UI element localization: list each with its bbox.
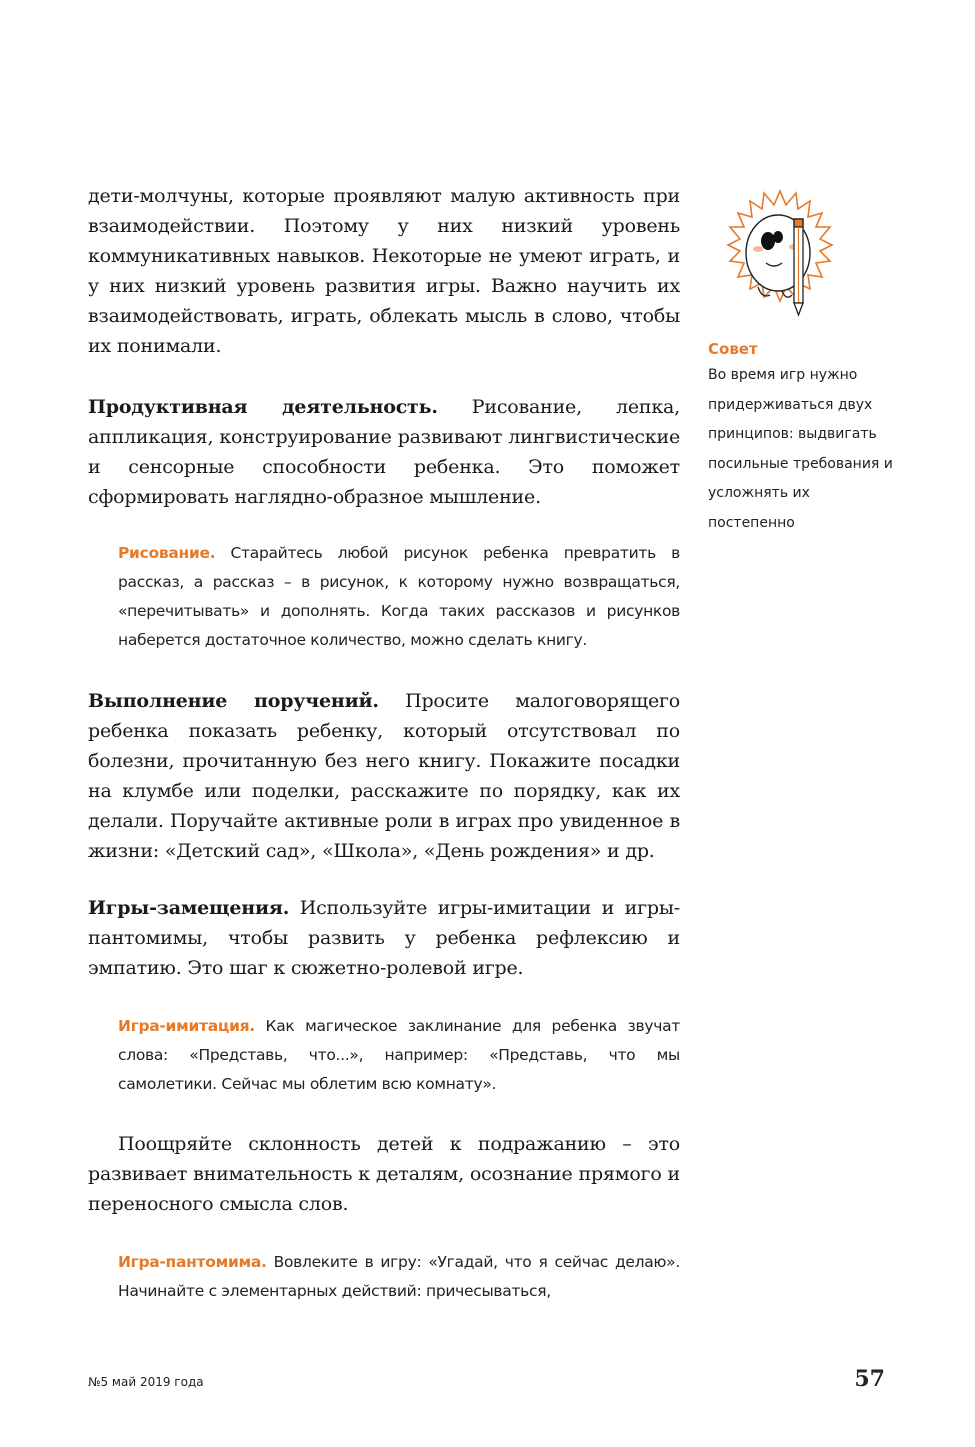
inset-title: Игра-пантомима.	[118, 1253, 267, 1271]
section-text: Рисование, лепка, аппликация, конструирование развивают лингвистические и сенсорные способности ребенка. Это поможет сформировать наглядно-образное мышление.	[88, 396, 680, 508]
inset-text: Вовлеките в игру: «Угадай, что я сейчас делаю». Начинайте с элементарных действий: причесываться,	[118, 1253, 680, 1300]
section-tasks	[88, 686, 680, 866]
issue-info: №5 май 2019 года	[88, 1375, 204, 1389]
page-number: 57	[854, 1366, 885, 1392]
paragraph: Поощряйте склонность детей к подражанию – это развивает внимательность к деталям, осознание прямого и переносного смысла слов.	[88, 1133, 680, 1215]
tip-text: Во время игр нужно придерживаться двух принципов: выдвигать посильные требования и усложнять их постепенно	[708, 367, 893, 531]
tip-sidebar	[708, 337, 898, 538]
tip-title: Совет	[708, 340, 758, 358]
inset-pantomime	[118, 1248, 680, 1306]
section-substitution	[88, 893, 680, 983]
section-title: Продуктивная деятельность.	[88, 396, 438, 418]
inset-drawing	[118, 539, 680, 655]
inset-text: Как магическое заклинание для ребенка звучат слова: «Представь, что...», например: «Представь, что мы самолетики. Сейчас мы облетим всю комнату».	[118, 1017, 680, 1093]
section-text: Просите малоговорящего ребенка показать ребенку, который отсутствовал по болезни, прочитанную без него книгу. Покажите посадки на клумбе или поделки, расскажите по порядку, как их делали. Поручайте активные роли в играх про увиденное в жизни: «Детский сад», «Школа», «День рождения» и др.	[88, 690, 681, 862]
inset-title: Игра-имитация.	[118, 1017, 255, 1035]
inset-imitation	[118, 1012, 680, 1099]
paragraph-imitation	[88, 1129, 680, 1219]
inset-text: Старайтесь любой рисунок ребенка превратить в рассказ, а рассказ – в рисунок, к которому нужно возвращаться, «перечитывать» и дополнять. Когда таких рассказов и рисунков наберется достаточное количество, можно сделать книгу.	[118, 544, 680, 649]
main-column	[88, 181, 680, 361]
hedgehog-pencil-icon	[718, 183, 848, 328]
inset-title: Рисование.	[118, 544, 216, 562]
section-title: Игры-замещения.	[88, 897, 290, 919]
intro-paragraph: дети-молчуны, которые проявляют малую активность при взаимодействии. Поэтому у них низкий уровень коммуникативных навыков. Некоторые не умеют играть, и у них низкий уровень развития игры. Важно научить их взаимодействовать, играть, облекать мысль в слово, чтобы их понимали.	[88, 185, 680, 357]
section-title: Выполнение поручений.	[88, 690, 379, 712]
section-productive	[88, 392, 680, 512]
section-text: Используйте игры-имитации и игры-пантомимы, чтобы развить у ребенка рефлексию и эмпатию. Это шаг к сюжетно-ролевой игре.	[88, 897, 680, 979]
